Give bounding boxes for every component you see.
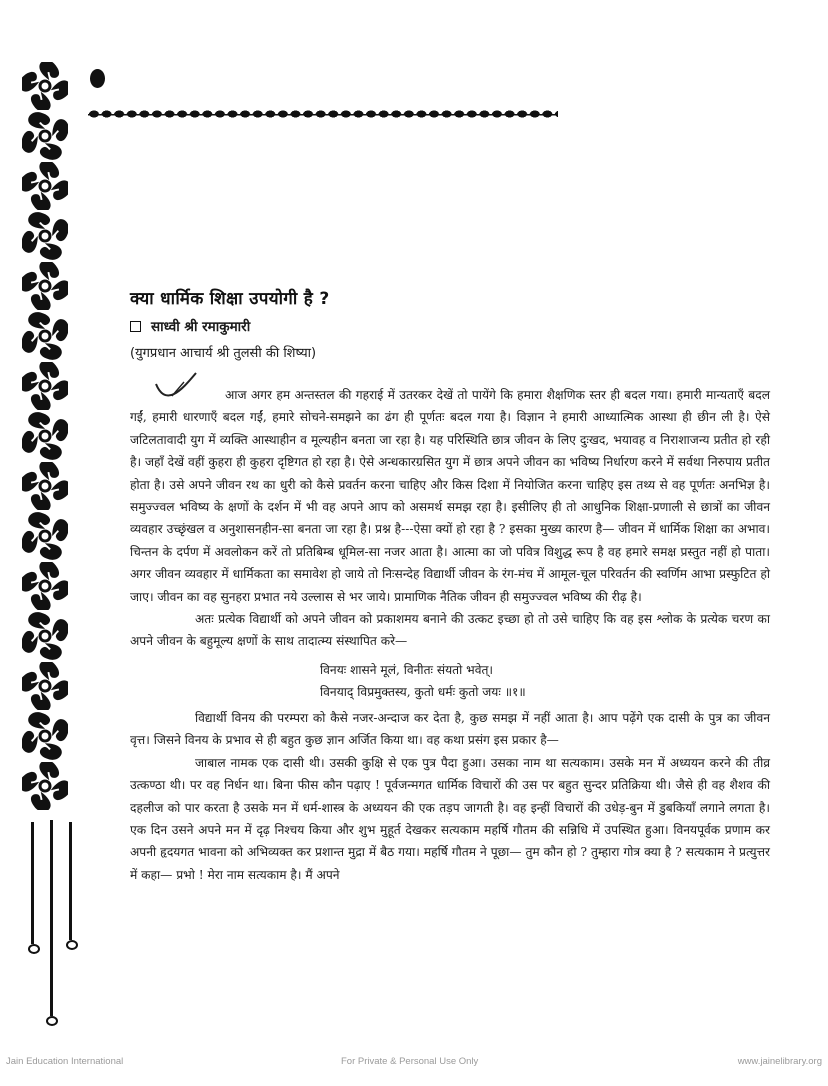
- pendant-line-right: [69, 822, 72, 940]
- paisley-medallion-icon: [22, 112, 68, 160]
- pendant-ring-right: [66, 940, 78, 950]
- paisley-medallion-icon: [22, 762, 68, 810]
- paragraph-1: [130, 384, 770, 608]
- paragraph-3: विद्यार्थी विनय की परम्परा को कैसे नजर-अन्दाज कर देता है, कुछ समझ में नहीं आता है। आप पढ़ेंगे एक दासी के पुत्र का जीवन वृत्त। जिसने विनय के प्रभाव से ही बहुत कुछ ज्ञान अर्जित किया था। वह कथा प्रसंग इस प्रकार है—: [130, 710, 770, 748]
- paisley-medallion-icon: [22, 262, 68, 310]
- author-line: [130, 317, 770, 335]
- paragraph-2: अतः प्रत्येक विद्यार्थी को अपने जीवन को प्रकाशमय बनाने की उत्कट इच्छा हो तो उसे चाहिए कि वह इस श्लोक के प्रत्येक चरण का अपने जीवन के बहुमूल्य क्षणों के साथ तादात्म्य संस्थापित करे—: [130, 612, 770, 649]
- paragraph-1-text: आज अगर हम अन्तस्तल की गहराई में उतरकर देखें तो पायेंगे कि हमारा शैक्षणिक स्तर ही बदल गया। हमारी मान्यताएँ बदल गईं, हमारी धारणाएँ बदल गईं, हमारे सोचने-समझने का ढंग ही पूर्णतः बदल गया है। विज्ञान ने हमारी आध्यात्मिक आस्था ही छीन ली है। ऐसे जटिलतावादी युग में व्यक्ति आस्थाहीन व मूल्यहीन बनता जा रहा है। यह परिस्थिति छात्र जीवन के लिए दुःखद, भयावह व निराशाजन्य प्रतीत हो रही है। जहाँ देखें वहीं कुहरा ही कुहरा दृष्टिगत हो रहा है। ऐसे अन्धकारग्रसित युग में छात्र अपने जीवन का भविष्य निर्धारण करने में सर्वथा निरुपाय प्रतीत होता है। उसे अपने जीवन रथ का धुरी को कैसे प्रवर्तन करना चाहिए और किस दिशा में नियोजित करना चाहिए इस तथ्य से वह पूर्णतः अनभिज्ञ है। समुज्ज्वल भविष्य के क्षणों के दर्शन में भी वह अपने आप को असमर्थ समझ रहा है। इसीलिए ही तो आधुनिक शिक्षा-प्रणाली से छात्रों का जीवन व्यवहार उच्छृंखल व अनुशासनहीन-सा बनता जा रहा है। प्रश्न है---ऐसा क्यों हो रहा है ? इसका मुख्य कारण है— जीवन में धार्मिक शिक्षा का अभाव। चिन्तन के दर्पण में अवलोकन करें तो प्रतिबिम्ब धूमिल-सा नजर आता है। आत्मा का जो पवित्र विशुद्ध रूप है वह हमारे समक्ष प्रस्तुत नहीं हो पाता। अगर जीवन व्यवहार में धार्मिकता का समावेश हो जाये तो निःसन्देह विद्यार्थी जीवन के रंग-मंच में आमूल-चूल परिवर्तन की स्वर्णिम आभा प्रस्फुटित हो जाए। जीवन का वह सुनहरा प्रभात नये उल्लास से भर जाये। प्रामाणिक नैतिक जीवन ही समुज्ज्वल भविष्य की रीढ़ है।: [130, 388, 770, 604]
- author-affiliation: (युगप्रधान आचार्य श्री तुलसी की शिष्या): [130, 346, 317, 361]
- chain-rule-divider: [88, 110, 558, 118]
- pendant-ring-left: [28, 944, 40, 954]
- paisley-medallion-icon: [22, 562, 68, 610]
- paisley-medallion-icon: [22, 512, 68, 560]
- paisley-medallion-icon: [22, 162, 68, 210]
- sanskrit-verse: [130, 659, 770, 703]
- article-header: [130, 286, 770, 383]
- pendant-line-center: [50, 820, 53, 1016]
- pendant-line-left: [31, 822, 34, 944]
- paisley-medallion-icon: [22, 312, 68, 360]
- footer-publisher: Jain Education International: [6, 1056, 124, 1067]
- paisley-medallion-icon: [22, 662, 68, 710]
- paisley-medallion-icon: [22, 212, 68, 260]
- verse-line-1: विनयः शासने मूलं, विनीतः संयतो भवेत्।: [320, 662, 494, 677]
- footer-usage-notice: For Private & Personal Use Only: [341, 1056, 479, 1067]
- paisley-medallion-icon: [22, 412, 68, 460]
- verse-line-2: विनयाद् विप्रमुक्तस्य, कुतो धर्मः कुतो जयः ॥१॥: [320, 684, 526, 699]
- paisley-medallion-icon: [22, 362, 68, 410]
- article-body: [130, 384, 770, 886]
- paisley-medallion-icon: [22, 612, 68, 660]
- bullet-dot-icon: [90, 69, 105, 88]
- article-title: क्या धार्मिक शिक्षा उपयोगी है ?: [130, 289, 330, 309]
- footer-website-link[interactable]: www.jainelibrary.org: [737, 1056, 822, 1067]
- author-name: साध्वी श्री रमाकुमारी: [151, 319, 251, 335]
- paragraph-4: जाबाल नामक एक दासी थी। उसकी कुक्षि से एक पुत्र पैदा हुआ। उसका नाम था सत्यकाम। उसके मन में अध्ययन करने की तीव्र उत्कण्ठा थी। पर वह निर्धन था। बिना फीस कौन पढ़ाए ! पूर्वजन्मगत धार्मिक विचारों की उस पर बहुत सुन्दर प्रतिक्रिया थी। जैसे ही वह शैशव की दहलीज को पार करता है उसके मन में धर्म-शास्त्र के अध्ययन की एक तड़प जागती है। वह इन्हीं विचारों की उधेड़-बुन में डुबकियाँ लगाने लगता है। एक दिन उसने अपने मन में दृढ़ निश्चय किया और शुभ मुहूर्त देखकर सत्यकाम महर्षि गौतम की सन्निधि में उपस्थित हुआ। विनयपूर्वक प्रणाम कर अपनी हृदयगत भावना को अभिव्यक्त कर प्रशान्त मुद्रा में बैठ गया। महर्षि गौतम ने पूछा— तुम कौन हो ? तुम्हारा गोत्र क्या है ? सत्यकाम ने प्रत्युत्तर में कहा— प्रभो ! मेरा नाम सत्यकाम है। मैं अपने: [130, 755, 770, 882]
- paisley-medallion-icon: [22, 62, 68, 110]
- paisley-medallion-icon: [22, 462, 68, 510]
- page-footer: [0, 1056, 828, 1072]
- ornamental-border: [22, 62, 72, 812]
- pendant-ring-center: [46, 1016, 58, 1026]
- ornamental-pendants: [22, 820, 82, 1030]
- square-box-icon: [130, 321, 141, 332]
- paisley-medallion-icon: [22, 712, 68, 760]
- handwritten-checkmark-icon: [152, 372, 200, 402]
